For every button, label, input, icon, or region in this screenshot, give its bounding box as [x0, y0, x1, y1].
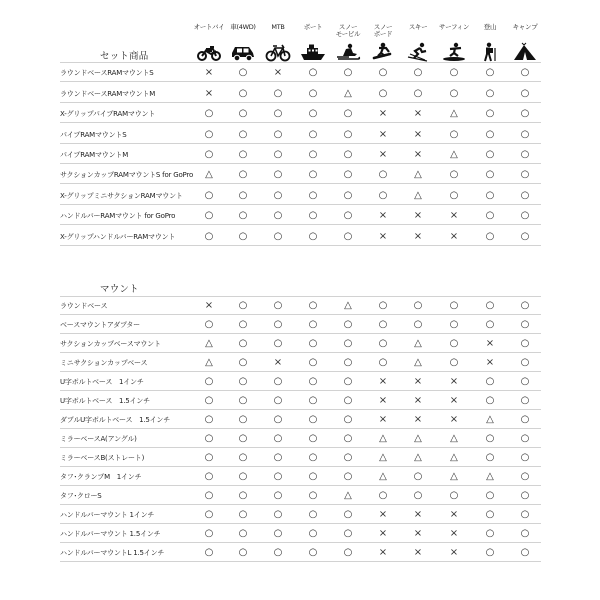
- compatibility-mark: ○: [308, 433, 318, 444]
- compatibility-mark: ○: [273, 433, 283, 444]
- table-row: [60, 205, 541, 225]
- compatibility-mark: ○: [308, 87, 318, 99]
- compatibility-mark: ×: [449, 210, 459, 222]
- compatibility-mark: ○: [520, 108, 530, 120]
- compatibility-mark: ×: [413, 547, 423, 558]
- compatibility-mark: ○: [485, 509, 495, 520]
- product-name: パイプRAMマウントS: [60, 130, 127, 139]
- compatibility-mark: ×: [413, 128, 423, 140]
- compatibility-mark: ×: [449, 376, 459, 387]
- compatibility-mark: △: [379, 471, 387, 482]
- compatibility-mark: ○: [343, 547, 353, 558]
- compatibility-mark: ○: [238, 230, 248, 242]
- compatibility-mark: ○: [520, 87, 530, 99]
- compatibility-mark: ○: [204, 210, 214, 222]
- compatibility-mark: ○: [485, 319, 495, 330]
- compatibility-mark: ○: [308, 189, 318, 201]
- compatibility-mark: ×: [449, 414, 459, 425]
- table-row: [60, 467, 541, 486]
- compatibility-mark: △: [344, 490, 352, 501]
- product-name: サクションカップRAMマウントS for GoPro: [60, 171, 194, 180]
- product-name: U字ボルトベース 1インチ: [60, 378, 144, 386]
- compatibility-mark: ○: [204, 189, 214, 201]
- compatibility-mark: ○: [449, 128, 459, 140]
- compatibility-mark: △: [414, 189, 422, 201]
- compatibility-mark: ○: [520, 433, 530, 444]
- surfing-icon: [441, 42, 467, 62]
- compatibility-mark: ×: [204, 300, 214, 311]
- compatibility-mark: ○: [204, 490, 214, 501]
- compatibility-mark: ○: [204, 395, 214, 406]
- compatibility-mark: △: [450, 452, 458, 463]
- compatibility-mark: △: [450, 108, 458, 120]
- product-name: X-グリップパイプRAMマウント: [60, 110, 156, 119]
- compatibility-mark: ○: [520, 509, 530, 520]
- product-name: U字ボルトベース 1.5インチ: [60, 397, 150, 405]
- compatibility-mark: ×: [378, 509, 388, 520]
- compatibility-mark: ○: [378, 357, 388, 368]
- car-icon: [230, 42, 256, 62]
- compatibility-mark: ○: [520, 357, 530, 368]
- compatibility-mark: ○: [238, 169, 248, 181]
- compatibility-mark: ○: [413, 67, 423, 79]
- compatibility-mark: ○: [343, 108, 353, 120]
- compatibility-mark: ○: [204, 471, 214, 482]
- table-row: [60, 315, 541, 334]
- compatibility-mark: △: [450, 471, 458, 482]
- table-row: [60, 184, 541, 204]
- compatibility-mark: △: [414, 452, 422, 463]
- compatibility-mark: ×: [378, 414, 388, 425]
- compatibility-mark: ○: [413, 471, 423, 482]
- compatibility-mark: ×: [204, 87, 214, 99]
- compatibility-mark: ×: [413, 509, 423, 520]
- compatibility-mark: ○: [204, 128, 214, 140]
- compatibility-mark: ○: [520, 169, 530, 181]
- compatibility-mark: ○: [378, 189, 388, 201]
- compatibility-mark: ○: [204, 452, 214, 463]
- compatibility-mark: ×: [378, 376, 388, 387]
- compatibility-mark: ○: [343, 189, 353, 201]
- compatibility-mark: △: [205, 169, 213, 181]
- table-row: [60, 429, 541, 448]
- snowboard-icon: [370, 42, 396, 62]
- compatibility-mark: ○: [308, 528, 318, 539]
- column-header-8: サーフィン: [438, 23, 470, 31]
- compatibility-mark: ○: [449, 319, 459, 330]
- table-row: [60, 505, 541, 524]
- table-row: [60, 296, 541, 315]
- compatibility-mark: ×: [413, 230, 423, 242]
- compatibility-mark: ○: [238, 471, 248, 482]
- compatibility-mark: ○: [343, 230, 353, 242]
- product-name: ミラーベースB(ストレート): [60, 454, 145, 462]
- compatibility-mark: △: [414, 169, 422, 181]
- compatibility-mark: ○: [343, 414, 353, 425]
- compatibility-mark: ○: [343, 509, 353, 520]
- compatibility-mark: ○: [485, 128, 495, 140]
- compatibility-mark: ×: [413, 395, 423, 406]
- table-row: [60, 524, 541, 543]
- compatibility-mark: ○: [273, 128, 283, 140]
- compatibility-mark: ○: [520, 210, 530, 222]
- compatibility-mark: ○: [485, 547, 495, 558]
- compatibility-mark: △: [450, 433, 458, 444]
- compatibility-mark: ○: [308, 357, 318, 368]
- compatibility-mark: ○: [413, 300, 423, 311]
- compatibility-mark: ○: [308, 169, 318, 181]
- compatibility-mark: ○: [273, 169, 283, 181]
- compatibility-mark: ○: [413, 87, 423, 99]
- table-row: [60, 410, 541, 429]
- compatibility-mark: ○: [343, 169, 353, 181]
- compatibility-mark: ○: [485, 108, 495, 120]
- product-name: ラウンドベースRAMマウントS: [60, 69, 154, 78]
- compatibility-mark: ○: [378, 338, 388, 349]
- compatibility-mark: △: [205, 357, 213, 368]
- compatibility-mark: ○: [238, 395, 248, 406]
- compatibility-mark: ○: [204, 319, 214, 330]
- section-title: マウント: [100, 284, 139, 295]
- compatibility-mark: ×: [378, 210, 388, 222]
- compatibility-mark: ○: [485, 169, 495, 181]
- table-row: [60, 62, 541, 82]
- product-name: ミニサクションカップベース: [60, 359, 148, 367]
- compatibility-mark: ○: [238, 414, 248, 425]
- compatibility-mark: △: [344, 300, 352, 311]
- compatibility-mark: ○: [343, 433, 353, 444]
- compatibility-mark: ○: [308, 148, 318, 160]
- compatibility-mark: ○: [308, 490, 318, 501]
- compatibility-mark: ○: [308, 414, 318, 425]
- product-name: X-グリップハンドルバーRAMマウント: [60, 232, 176, 241]
- compatibility-mark: ○: [273, 547, 283, 558]
- compatibility-mark: ×: [449, 395, 459, 406]
- compatibility-mark: ○: [378, 67, 388, 79]
- compatibility-mark: ○: [520, 414, 530, 425]
- compatibility-mark: ○: [308, 452, 318, 463]
- compatibility-mark: ○: [273, 509, 283, 520]
- compatibility-mark: ○: [308, 210, 318, 222]
- compatibility-mark: ○: [520, 490, 530, 501]
- product-name: ダブルU字ボルトベース 1.5インチ: [60, 416, 171, 424]
- compatibility-mark: ○: [378, 87, 388, 99]
- compatibility-mark: ○: [485, 87, 495, 99]
- compatibility-mark: ○: [308, 300, 318, 311]
- compatibility-mark: ○: [204, 108, 214, 120]
- compatibility-mark: ○: [485, 433, 495, 444]
- compatibility-mark: △: [450, 148, 458, 160]
- compatibility-mark: ○: [308, 338, 318, 349]
- compatibility-mark: ×: [485, 357, 495, 368]
- compatibility-mark: ×: [449, 509, 459, 520]
- compatibility-mark: ○: [273, 230, 283, 242]
- product-name: ラウンドベースRAMマウントM: [60, 89, 156, 98]
- compatibility-mark: ×: [378, 395, 388, 406]
- compatibility-mark: △: [414, 357, 422, 368]
- compatibility-mark: ×: [378, 230, 388, 242]
- compatibility-mark: ×: [273, 67, 283, 79]
- compatibility-mark: ○: [204, 230, 214, 242]
- product-name: ベースマウントアダプター: [60, 321, 140, 329]
- compatibility-mark: ○: [273, 376, 283, 387]
- compatibility-mark: ○: [520, 230, 530, 242]
- compatibility-mark: ○: [520, 376, 530, 387]
- hiking-icon: [477, 42, 503, 62]
- compatibility-mark: ○: [273, 300, 283, 311]
- table-row: [60, 144, 541, 164]
- compatibility-mark: ×: [378, 528, 388, 539]
- compatibility-mark: ○: [485, 300, 495, 311]
- compatibility-mark: ×: [204, 67, 214, 79]
- column-header-6: スノー ボード: [373, 23, 393, 38]
- compatibility-mark: ○: [520, 338, 530, 349]
- compatibility-mark: ○: [238, 108, 248, 120]
- compatibility-mark: ○: [449, 87, 459, 99]
- compatibility-mark: ×: [449, 528, 459, 539]
- compatibility-mark: ○: [378, 490, 388, 501]
- camping-icon: [512, 42, 538, 62]
- compatibility-mark: ○: [238, 528, 248, 539]
- compatibility-mark: ○: [449, 490, 459, 501]
- compatibility-mark: ○: [485, 395, 495, 406]
- compatibility-mark: ○: [308, 376, 318, 387]
- compatibility-mark: ○: [238, 433, 248, 444]
- compatibility-mark: ○: [308, 509, 318, 520]
- ski-icon: [405, 42, 431, 62]
- compatibility-mark: ○: [238, 452, 248, 463]
- section-title: セット商品: [100, 51, 149, 62]
- compatibility-mark: ○: [343, 376, 353, 387]
- compatibility-mark: ○: [273, 338, 283, 349]
- compatibility-mark: ○: [273, 395, 283, 406]
- compatibility-mark: △: [379, 433, 387, 444]
- compatibility-mark: ○: [343, 128, 353, 140]
- compatibility-mark: ○: [308, 319, 318, 330]
- snowmobile-icon: [335, 42, 361, 62]
- compatibility-mark: ×: [449, 547, 459, 558]
- compatibility-mark: ○: [238, 547, 248, 558]
- compatibility-mark: ○: [485, 189, 495, 201]
- table-row: [60, 103, 541, 123]
- compatibility-mark: ○: [204, 509, 214, 520]
- table-row: [60, 391, 541, 410]
- compatibility-mark: ○: [238, 128, 248, 140]
- compatibility-mark: ×: [413, 414, 423, 425]
- compatibility-mark: ○: [204, 433, 214, 444]
- column-header-7: スキー: [408, 23, 428, 31]
- table-row: [60, 448, 541, 467]
- compatibility-mark: ○: [273, 490, 283, 501]
- column-header-2: 車(4WD): [230, 23, 256, 31]
- compatibility-mark: ○: [238, 210, 248, 222]
- product-name: タフ･クランプM 1インチ: [60, 473, 142, 481]
- compatibility-mark: ○: [343, 471, 353, 482]
- product-name: パイプRAMマウントM: [60, 150, 129, 159]
- compatibility-mark: ○: [378, 169, 388, 181]
- compatibility-mark: ○: [238, 87, 248, 99]
- compatibility-mark: ○: [308, 395, 318, 406]
- compatibility-mark: ○: [485, 210, 495, 222]
- compatibility-mark: ○: [520, 148, 530, 160]
- compatibility-mark: ○: [238, 319, 248, 330]
- table-row: [60, 372, 541, 391]
- compatibility-mark: ○: [204, 148, 214, 160]
- compatibility-mark: ○: [238, 490, 248, 501]
- compatibility-mark: ×: [413, 108, 423, 120]
- compatibility-mark: ○: [485, 452, 495, 463]
- compatibility-mark: ○: [204, 528, 214, 539]
- compatibility-mark: ○: [308, 128, 318, 140]
- compatibility-mark: ○: [449, 338, 459, 349]
- compatibility-mark: ○: [378, 300, 388, 311]
- column-header-9: 登山: [483, 23, 497, 31]
- compatibility-mark: ○: [520, 528, 530, 539]
- compatibility-mark: ○: [378, 319, 388, 330]
- compatibility-mark: △: [486, 414, 494, 425]
- compatibility-mark: ○: [273, 319, 283, 330]
- column-header-3: MTB: [271, 23, 285, 31]
- table-row: [60, 334, 541, 353]
- compatibility-mark: ○: [449, 169, 459, 181]
- compatibility-mark: ○: [273, 452, 283, 463]
- column-header-10: キャンプ: [512, 23, 538, 31]
- compatibility-mark: ×: [378, 128, 388, 140]
- table-row: [60, 353, 541, 372]
- compatibility-mark: ○: [413, 319, 423, 330]
- compatibility-mark: ○: [520, 300, 530, 311]
- compatibility-mark: ○: [485, 490, 495, 501]
- compatibility-mark: ○: [520, 471, 530, 482]
- compatibility-mark: △: [414, 433, 422, 444]
- compatibility-mark: ○: [343, 395, 353, 406]
- table-row: [60, 225, 541, 245]
- compatibility-mark: ○: [520, 452, 530, 463]
- compatibility-mark: ○: [204, 376, 214, 387]
- product-name: タフ･クローS: [60, 492, 102, 500]
- compatibility-mark: ×: [273, 357, 283, 368]
- product-name: ハンドルバーマウント 1インチ: [60, 511, 155, 519]
- compatibility-mark: △: [486, 471, 494, 482]
- compatibility-mark: ○: [485, 148, 495, 160]
- product-name: ミラーベースA(アングル): [60, 435, 137, 443]
- compatibility-mark: △: [414, 338, 422, 349]
- column-header-5: スノー モービル: [335, 23, 361, 38]
- table-row: [60, 123, 541, 143]
- compatibility-mark: ○: [273, 528, 283, 539]
- compatibility-mark: ×: [413, 210, 423, 222]
- compatibility-mark: ○: [520, 395, 530, 406]
- compatibility-mark: ○: [204, 547, 214, 558]
- compatibility-mark: ○: [343, 210, 353, 222]
- compatibility-mark: △: [379, 452, 387, 463]
- compatibility-mark: ○: [343, 148, 353, 160]
- compatibility-mark: ○: [343, 67, 353, 79]
- product-name: サクションカップベースマウント: [60, 340, 161, 348]
- compatibility-mark: ○: [238, 376, 248, 387]
- compatibility-mark: ○: [520, 319, 530, 330]
- compatibility-mark: ○: [520, 128, 530, 140]
- compatibility-mark: ○: [308, 471, 318, 482]
- compatibility-mark: ○: [520, 189, 530, 201]
- compatibility-mark: ○: [449, 67, 459, 79]
- compatibility-mark: ○: [343, 357, 353, 368]
- compatibility-mark: ○: [273, 210, 283, 222]
- table-row: [60, 82, 541, 102]
- compatibility-mark: ×: [378, 547, 388, 558]
- compatibility-mark: ×: [378, 108, 388, 120]
- compatibility-mark: ○: [449, 189, 459, 201]
- compatibility-mark: ○: [273, 414, 283, 425]
- bicycle-icon: [265, 42, 291, 62]
- compatibility-mark: ×: [378, 148, 388, 160]
- compatibility-mark: ○: [343, 452, 353, 463]
- compatibility-mark: ○: [273, 471, 283, 482]
- product-name: ハンドルバーRAMマウント for GoPro: [60, 212, 176, 221]
- table-row: [60, 543, 541, 562]
- column-header-1: オートバイ: [193, 23, 225, 31]
- compatibility-mark: △: [344, 87, 352, 99]
- compatibility-mark: ○: [238, 189, 248, 201]
- compatibility-mark: ○: [204, 414, 214, 425]
- compatibility-mark: ○: [520, 547, 530, 558]
- compatibility-mark: ○: [238, 300, 248, 311]
- compatibility-mark: ×: [449, 230, 459, 242]
- compatibility-mark: ○: [238, 357, 248, 368]
- boat-icon: [300, 42, 326, 62]
- product-name: ハンドルバーマウント 1.5インチ: [60, 530, 161, 538]
- compatibility-mark: ○: [485, 528, 495, 539]
- compatibility-mark: ○: [343, 319, 353, 330]
- product-name: ラウンドベース: [60, 302, 108, 310]
- compatibility-mark: ○: [449, 357, 459, 368]
- compatibility-mark: ○: [308, 230, 318, 242]
- compatibility-mark: ○: [485, 67, 495, 79]
- compatibility-mark: ○: [485, 376, 495, 387]
- compatibility-mark: ○: [273, 189, 283, 201]
- compatibility-mark: ○: [273, 108, 283, 120]
- compatibility-mark: △: [205, 338, 213, 349]
- compatibility-mark: ×: [413, 376, 423, 387]
- compatibility-mark: ×: [413, 148, 423, 160]
- compatibility-mark: ○: [520, 67, 530, 79]
- compatibility-mark: ○: [238, 148, 248, 160]
- compatibility-mark: ○: [238, 67, 248, 79]
- compatibility-mark: ○: [273, 87, 283, 99]
- table-row: [60, 486, 541, 505]
- compatibility-mark: ○: [308, 547, 318, 558]
- compatibility-mark: ×: [485, 338, 495, 349]
- compatibility-mark: ○: [308, 108, 318, 120]
- compatibility-mark: ○: [343, 338, 353, 349]
- product-name: ハンドルバーマウントL 1.5インチ: [60, 549, 165, 557]
- compatibility-mark: ○: [273, 148, 283, 160]
- product-name: X-グリップミニサクションRAMマウント: [60, 191, 183, 200]
- compatibility-mark: ○: [238, 509, 248, 520]
- compatibility-mark: ○: [485, 230, 495, 242]
- column-header-4: ボート: [303, 23, 323, 31]
- table-row: [60, 164, 541, 184]
- compatibility-mark: ○: [308, 67, 318, 79]
- compatibility-mark: ×: [413, 528, 423, 539]
- motorcycle-icon: [196, 42, 222, 62]
- compatibility-mark: ○: [343, 528, 353, 539]
- compatibility-mark: ○: [449, 300, 459, 311]
- compatibility-mark: ○: [413, 490, 423, 501]
- compatibility-mark: ○: [238, 338, 248, 349]
